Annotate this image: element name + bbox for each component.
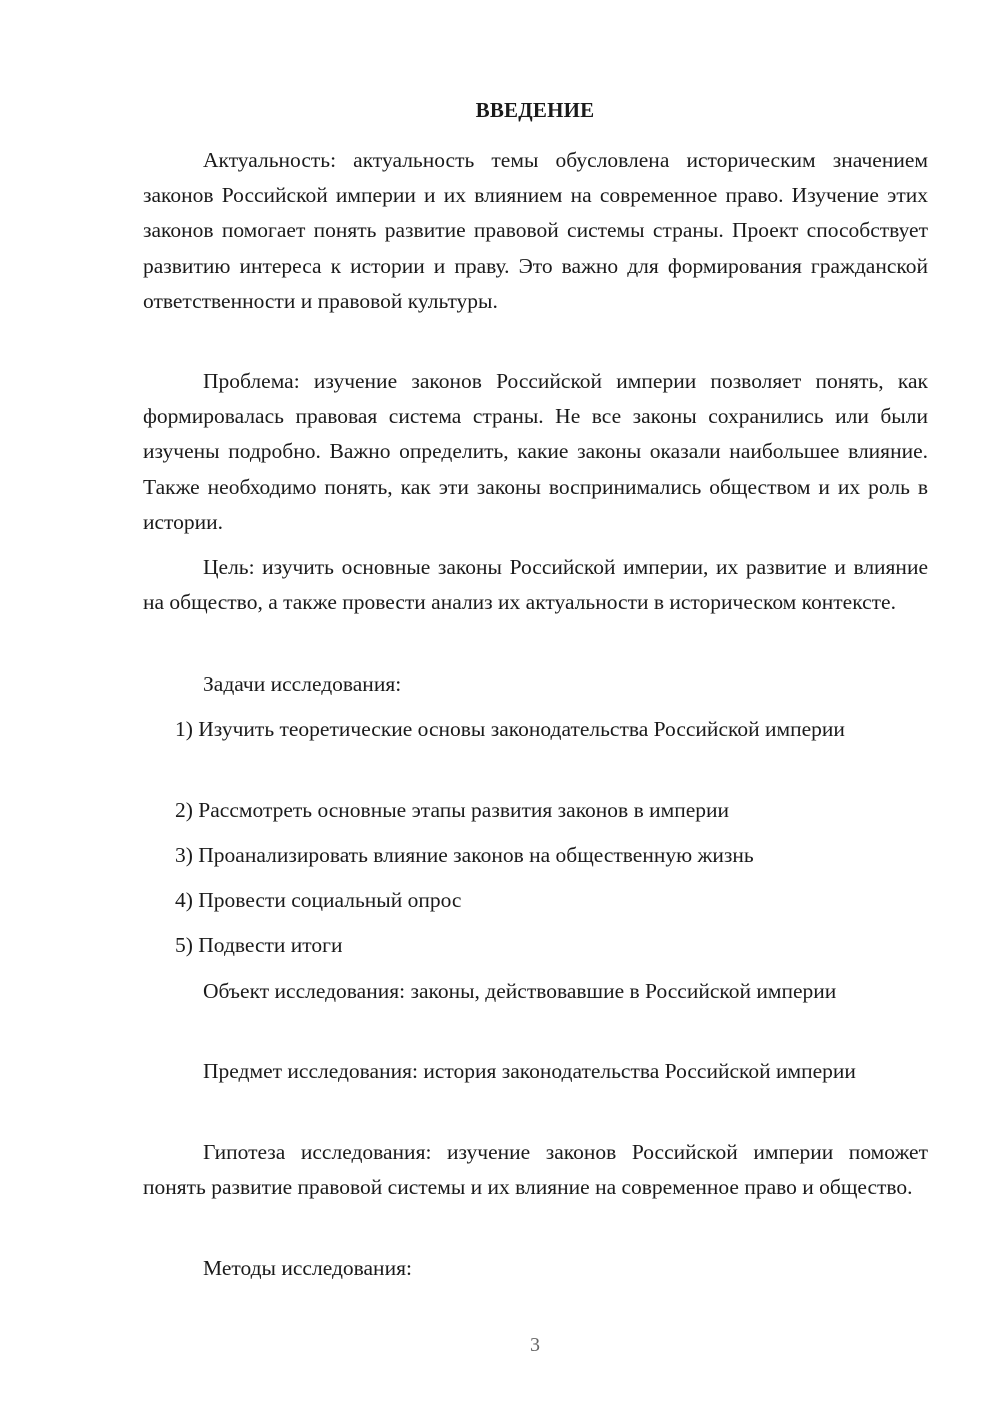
subject-block — [143, 1054, 928, 1089]
task-item-3: 3) Проанализировать влияние законов на общественную жизнь — [175, 843, 754, 867]
task-item-4: 4) Провести социальный опрос — [175, 888, 462, 912]
hypothesis-block — [143, 1135, 928, 1205]
problem-paragraph: Проблема: изучение законов Российской империи позволяет понять, как формировалась правовая система страны. Не все законы сохранились или были изучены подробно. Важно определить, какие законы оказали наибольшее влияние. Также необходимо понять, как эти законы воспринимались обществом и их роль в истории. — [143, 369, 928, 534]
methods-title: Методы исследования: — [203, 1256, 412, 1280]
task-4-block — [143, 883, 928, 918]
relevance-block — [143, 143, 928, 319]
tasks-title: Задачи исследования: — [203, 672, 402, 696]
task-item-5: 5) Подвести итоги — [175, 933, 343, 957]
task-item-2: 2) Рассмотреть основные этапы развития законов в империи — [175, 798, 730, 822]
object-block — [143, 974, 928, 1009]
page-number: 3 — [530, 1334, 540, 1356]
relevance-paragraph: Актуальность: актуальность темы обусловлена историческим значением законов Российской империи и их влиянием на современное право. Изучение этих законов помогает понять развитие правовой системы страны. Проект способствует развитию интереса к истории и праву. Это важно для формирования гражданской ответственности и правовой культуры. — [143, 148, 928, 313]
page-heading: ВВЕДЕНИЕ — [475, 98, 595, 122]
object-paragraph: Объект исследования: законы, действовавшие в Российской империи — [203, 979, 837, 1003]
tasks-title-block — [143, 667, 928, 702]
task-3-block — [143, 838, 928, 873]
goal-block — [143, 550, 928, 620]
task-1-block — [143, 712, 928, 747]
methods-title-block — [143, 1251, 928, 1286]
goal-paragraph: Цель: изучить основные законы Российской империи, их развитие и влияние на общество, а также провести анализ их актуальности в историческом контексте. — [143, 555, 928, 615]
task-5-block — [143, 928, 928, 963]
task-2-block — [143, 793, 928, 828]
problem-block — [143, 364, 928, 540]
hypothesis-paragraph: Гипотеза исследования: изучение законов Российской империи поможет понять развитие правовой системы и их влияние на современное право и общество. — [143, 1140, 928, 1200]
subject-paragraph: Предмет исследования: история законодательства Российской империи — [203, 1059, 856, 1083]
task-item-1: 1) Изучить теоретические основы законодательства Российской империи — [175, 717, 845, 741]
